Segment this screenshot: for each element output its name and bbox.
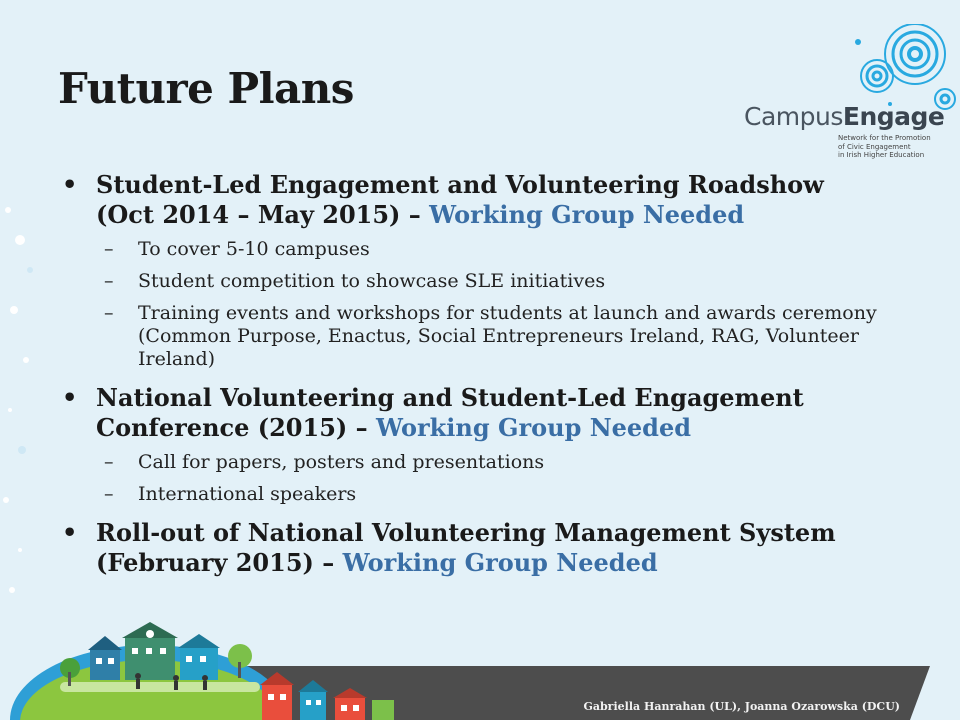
logo-wordmark <box>744 102 944 131</box>
bullet-dot-icon: • <box>62 383 78 412</box>
sub-item-text: To cover 5-10 campuses <box>138 238 370 260</box>
village-illustration <box>0 610 420 720</box>
sub-item-text: International speakers <box>138 483 357 505</box>
bullet-text: Student-Led Engagement and Volunteering Roadshow (Oct 2014 – May 2015) – <box>96 170 824 229</box>
bullet-text: National Volunteering and Student-Led Engagement Conference (2015) – <box>96 383 804 442</box>
bullet-item <box>60 170 890 371</box>
bullet-highlight: Working Group Needed <box>429 200 745 229</box>
logo-rings-icon <box>740 24 960 114</box>
sub-item <box>96 302 890 371</box>
dash-icon: – <box>104 451 114 473</box>
logo-tagline <box>838 134 948 160</box>
dash-icon: – <box>104 270 114 292</box>
sub-list <box>96 238 890 371</box>
footer-credit: Gabriella Hanrahan (UL), Joanna Ozarowska (DCU) <box>583 700 900 713</box>
campus-engage-logo <box>740 24 960 174</box>
sub-list <box>96 451 890 506</box>
logo-tagline-line: of Civic Engagement <box>838 142 911 151</box>
sub-item-text: Student competition to showcase SLE initiatives <box>138 270 606 292</box>
decorative-dots <box>0 150 40 670</box>
sub-item <box>96 270 890 293</box>
dash-icon: – <box>104 302 114 324</box>
logo-tagline-line: Network for the Promotion <box>838 134 931 142</box>
sub-item <box>96 451 890 474</box>
bullet-dot-icon: • <box>62 170 78 199</box>
logo-word-campus: Campus <box>744 102 843 131</box>
bullet-list <box>60 170 890 590</box>
dash-icon: – <box>104 238 114 260</box>
page-title: Future Plans <box>58 64 354 113</box>
sub-item <box>96 483 890 506</box>
bullet-item <box>60 383 890 506</box>
logo-word-engage: Engage <box>842 102 945 131</box>
sub-item-text: Call for papers, posters and presentations <box>138 451 545 473</box>
bullet-highlight: Working Group Needed <box>342 548 658 577</box>
bullet-text: Roll-out of National Volunteering Management System (February 2015) – <box>96 518 836 577</box>
logo-tagline-line: in Irish Higher Education <box>838 151 925 159</box>
bullet-item <box>60 518 890 578</box>
sub-item-text: Training events and workshops for students at launch and awards ceremony (Common Purpose, Enactus, Social Entrepreneurs Ireland, RAG, Volunteer Ireland) <box>138 302 877 370</box>
sub-item <box>96 238 890 261</box>
dash-icon: – <box>104 483 114 505</box>
bullet-highlight: Working Group Needed <box>375 413 692 442</box>
bullet-dot-icon: • <box>62 518 78 547</box>
